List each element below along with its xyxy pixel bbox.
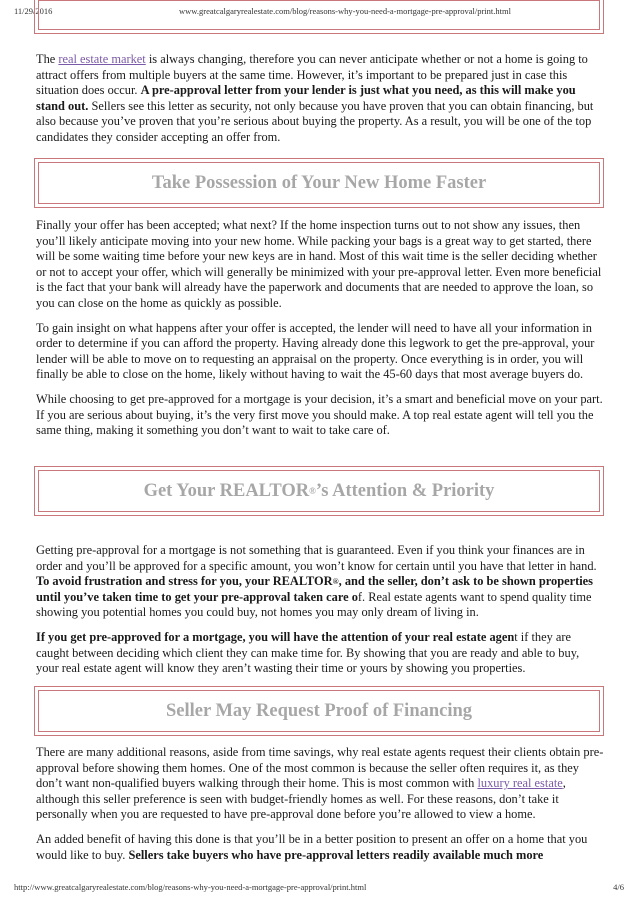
heading-box-proof-of-financing [34,686,604,736]
print-footer [14,882,624,894]
section-proof-of-financing [36,745,604,863]
realtor-paragraph-2: If you get pre-approved for a mortgage, you will have the attention of your real estate agent if they are caught between deciding which client they can make time for. By showing that you are ready and able to buy, your real estate agent will know they aren’t wasting their time or yours by showing you properties. [36,629,580,676]
page-number: 4/6 [613,882,624,892]
intro-section [36,52,604,146]
realtor-paragraph-1: Getting pre-approval for a mortgage is not something that is guaranteed. Even if you think your finances are in order and you’ll be approved for a specific amount, you won’t know for certain until you have that letter in hand. To avoid frustration and stress for you, your REALTOR®, and the seller, don’t ask to be shown properties until you’ve taken time to get your pre-approval taken care of. Real estate agents want to spend quality time showing you potential homes you could buy, not homes you may only dream of living in. [36,543,597,620]
financing-paragraph-1: There are many additional reasons, aside from time savings, why real estate agents request their clients obtain pre-approval before showing them homes. One of the most common is because the seller often requires it, as they don’t want non-qualified buyers walking through their home. This is most common with luxury real estate, although this seller preference is seen with budget-friendly homes as well. For these reasons, don’t take it personally when you are requested to have pre-approval done before you’re allowed to view a home. [36,745,604,822]
real-estate-market-link[interactable]: real estate market [58,52,146,66]
financing-paragraph-2: An added benefit of having this done is that you’ll be in a better position to present an offer on a home that you would like to buy. Sellers take buyers who have pre-approval letters readily available much more [36,831,588,862]
heading-box-realtor-attention [34,466,604,516]
take-possession-paragraph-1: Finally your offer has been accepted; what next? If the home inspection turns out to not show any issues, then you’ll likely anticipate moving into your new home. While packing your bags is a great way to get started, there will be some waiting time before your new keys are in hand. Most of this wait time is the seller deciding whether or not to accept your offer, which will generally be minimized with your pre-approval letter. Even more beneficial is the fact that your bank will already have the paperwork and documents that are needed to approve the loan, so you can close on the home as quickly as possible. [36,218,602,310]
print-header-url: www.greatcalgaryrealestate.com/blog/reasons-why-you-need-a-mortgage-pre-approval/print.html [179,6,511,16]
section-take-possession [36,218,604,439]
heading-box-take-possession [34,158,604,208]
heading-proof-of-financing: Seller May Request Proof of Financing [165,700,473,721]
print-date: 11/29/2016 [14,6,53,16]
print-footer-url: http://www.greatcalgaryrealestate.com/blog/reasons-why-you-need-a-mortgage-pre-approval/print.html [14,882,367,892]
section-realtor-attention [36,543,604,677]
heading-take-possession: Take Possession of Your New Home Faster [151,172,487,193]
take-possession-paragraph-2: To gain insight on what happens after your offer is accepted, the lender will need to have all your information in order to determine if you can afford the property. Having already done this legwork to get the pre-approval, your lender will be able to move on to requesting an appraisal on the property. Once everything is in order, you will finally be able to close on the home, likely without having to wait the 45-60 days that most average buyers do. [36,320,595,382]
previous-heading-box-bottom [34,0,604,34]
luxury-real-estate-link[interactable]: luxury real estate [477,776,563,791]
heading-realtor-attention: Get Your REALTOR®’s Attention & Priority [143,480,495,501]
registered-mark: ® [309,485,316,496]
take-possession-paragraph-3: While choosing to get pre-approved for a mortgage is your decision, it’s a smart and beneficial move on your part. If you are serious about buying, it’s the very first move you should make. A top real estate agent will tell you the same thing, making it something you don’t want to wait to take care of. [36,391,603,438]
intro-paragraph: The real estate market is always changing, therefore you can never anticipate whether or not a home is going to attract offers from multiple buyers at the same time. However, it’s important to be prepared just in case this situation does occur. A pre-approval letter from your lender is just what you need, as this will make you stand out. Sellers see this letter as security, not only because you have proven that you can obtain financing, but also because you’ve proven that you’re serious about buying the property. As a result, you will be one of the top candidates they consider accepting an offer from. [36,52,594,144]
